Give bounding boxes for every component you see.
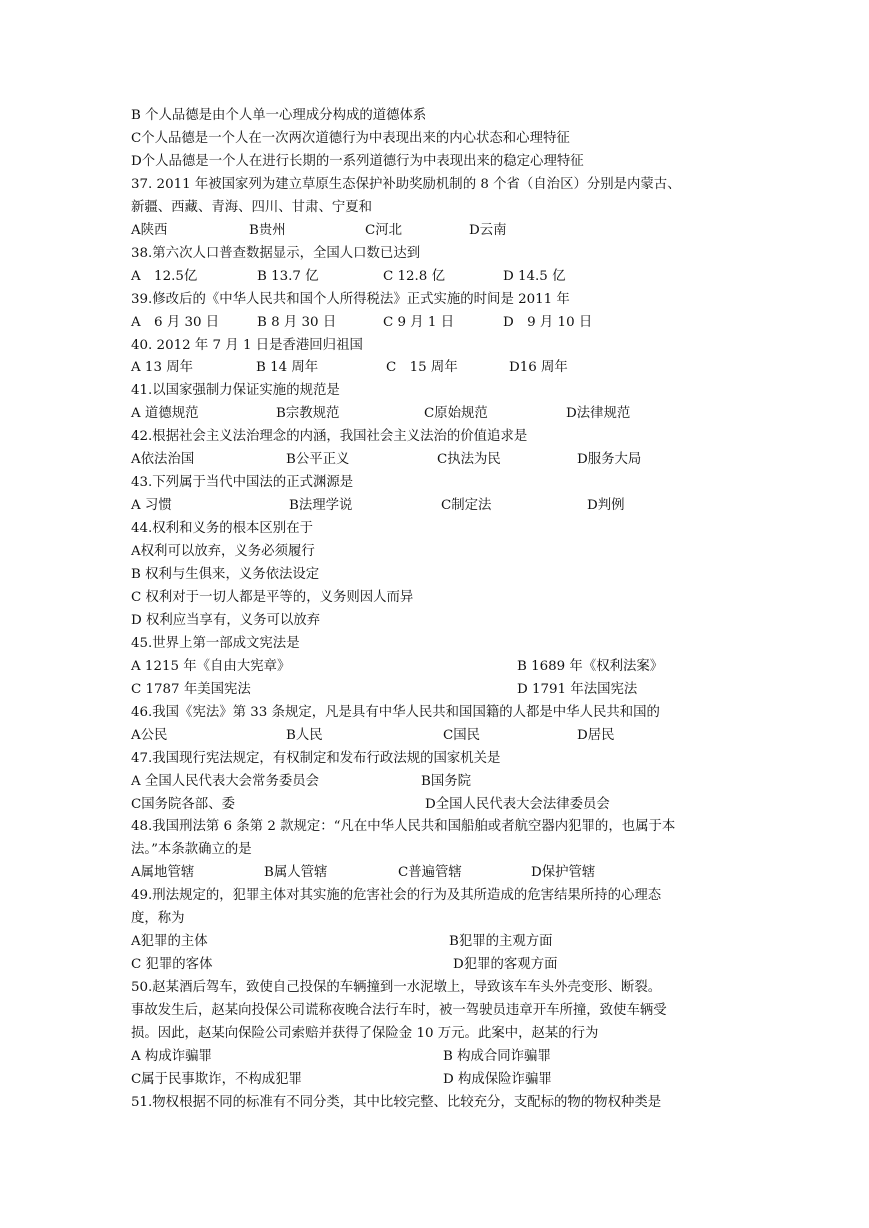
option-text: D保护管辖	[531, 865, 596, 881]
option-text: A公民	[131, 727, 168, 743]
text-line: C个人品德是一个人在一次两次道德行为中表现出来的内心状态和心理特征	[131, 130, 570, 146]
option-text: A犯罪的主体	[131, 934, 208, 950]
text-line: 51.物权根据不同的标准有不同分类，其中比较完整、比较充分，支配标的物的物权种类是	[131, 1094, 662, 1110]
text-line: 损。因此，赵某向保险公司索赔并获得了保险金 10 万元。此案中，赵某的行为	[131, 1026, 599, 1041]
option-text: A 构成诈骗罪	[131, 1048, 212, 1064]
text-line: 47.我国现行宪法规定，有权制定和发布行政法规的国家机关是	[131, 750, 501, 766]
options-row	[131, 450, 751, 469]
text-line: 39.修改后的《中华人民共和国个人所得税法》正式实施的时间是 2011 年	[131, 291, 570, 307]
option-text: C 犯罪的客体	[131, 957, 213, 973]
text-line: 48.我国刑法第 6 条第 2 款规定：“凡在中华人民共和国船舶或者航空器内犯罪的，也属于本	[131, 819, 676, 835]
option-text: C 1787 年美国宪法	[131, 681, 251, 697]
option-text: B公平正义	[286, 452, 350, 468]
text-line: D 权利应当享有，义务可以放弃	[131, 612, 321, 628]
text-line: 46.我国《宪法》第 33 条规定，凡是具有中华人民共和国国籍的人都是中华人民共和国的	[131, 704, 660, 720]
options-row	[131, 221, 751, 240]
option-text: D 1791 年法国宪法	[517, 681, 638, 697]
text-line: 49.刑法规定的，犯罪主体对其实施的危害社会的行为及其所造成的危害结果所持的心理态	[131, 888, 662, 904]
option-text: D判例	[587, 498, 625, 514]
options-row	[131, 932, 751, 951]
text-line: 37. 2011 年被国家列为建立草原生态保护补助奖励机制的 8 个省（自治区）分别是内蒙古、	[131, 176, 681, 192]
options-row	[131, 772, 751, 791]
option-text: C 9 月 1 日	[383, 314, 455, 330]
text-line: 42.根据社会主义法治理念的内涵，我国社会主义法治的价值追求是	[131, 429, 528, 445]
text-line: 新疆、西藏、青海、四川、甘肃、宁夏和	[131, 199, 373, 215]
text-line: 50.赵某酒后驾车，致使自己投保的车辆撞到一水泥墩上，导致该车车头外壳变形、断裂。	[131, 980, 662, 996]
text-line: 度，称为	[131, 911, 185, 927]
option-text: C普遍管辖	[398, 865, 462, 881]
options-row	[131, 680, 751, 699]
option-text: D服务大局	[577, 452, 642, 468]
option-text: B属人管辖	[264, 865, 328, 881]
options-row	[131, 313, 751, 332]
option-text: B 13.7 亿	[257, 268, 319, 284]
option-text: D 9 月 10 日	[503, 314, 593, 330]
text-line: B 个人品德是由个人单一心理成分构成的道德体系	[131, 108, 427, 123]
options-row	[131, 1070, 751, 1089]
option-text: A依法治国	[131, 452, 195, 468]
option-text: A 习惯	[131, 498, 172, 514]
text-line: 40. 2012 年 7 月 1 日是香港回归祖国	[131, 337, 363, 353]
options-row	[131, 657, 751, 676]
option-text: A 全国人民代表大会常务委员会	[131, 773, 320, 789]
option-text: D 构成保险诈骗罪	[443, 1071, 552, 1087]
text-line: 法。”本条款确立的是	[131, 842, 252, 858]
options-row	[131, 496, 751, 515]
option-text: D云南	[469, 222, 507, 238]
option-text: B宗教规范	[276, 406, 340, 422]
option-text: B 构成合同诈骗罪	[443, 1048, 551, 1064]
option-text: C属于民事欺诈，不构成犯罪	[131, 1071, 302, 1087]
options-row	[131, 358, 751, 377]
text-line: 41.以国家强制力保证实施的规范是	[131, 383, 340, 399]
option-text: D全国人民代表大会法律委员会	[425, 796, 610, 812]
text-line: 43.下列属于当代中国法的正式渊源是	[131, 475, 354, 491]
option-text: B犯罪的主观方面	[449, 934, 553, 950]
option-text: C 12.8 亿	[383, 268, 445, 284]
options-row	[131, 863, 751, 882]
option-text: D16 周年	[509, 360, 568, 376]
options-row	[131, 795, 751, 814]
text-line: 44.权利和义务的根本区别在于	[131, 521, 313, 537]
option-text: B贵州	[249, 222, 286, 238]
options-row	[131, 726, 751, 745]
option-text: C 15 周年	[386, 360, 458, 376]
text-line: 事故发生后，赵某向投保公司谎称夜晚合法行车时，被一驾驶员违章开车所撞，致使车辆受	[131, 1003, 667, 1019]
text-line: A权利可以放弃，义务必须履行	[131, 544, 315, 560]
option-text: D 14.5 亿	[503, 268, 566, 284]
option-text: C制定法	[441, 498, 492, 514]
option-text: C执法为民	[437, 452, 501, 468]
options-row	[131, 955, 751, 974]
option-text: C国民	[443, 727, 481, 743]
option-text: C河北	[365, 222, 403, 238]
option-text: C国务院各部、委	[131, 796, 235, 812]
option-text: B 8 月 30 日	[257, 314, 337, 330]
option-text: B国务院	[421, 773, 472, 789]
options-row	[131, 267, 751, 286]
option-text: D犯罪的客观方面	[453, 957, 558, 973]
text-line: 38.第六次人口普查数据显示，全国人口数已达到	[131, 245, 421, 261]
option-text: A陕西	[131, 222, 168, 238]
option-text: B人民	[286, 727, 323, 743]
option-text: A 13 周年	[131, 360, 194, 376]
options-row	[131, 404, 751, 423]
option-text: A 6 月 30 日	[131, 314, 220, 330]
text-line: C 权利对于一切人都是平等的，义务则因人而异	[131, 589, 414, 605]
option-text: A 道德规范	[131, 406, 199, 422]
option-text: A属地管辖	[131, 865, 195, 881]
text-line: D个人品德是一个人在进行长期的一系列道德行为中表现出来的稳定心理特征	[131, 153, 584, 169]
option-text: A 1215 年《自由大宪章》	[131, 658, 291, 674]
option-text: B 1689 年《权利法案》	[517, 658, 664, 674]
options-row	[131, 1047, 751, 1066]
option-text: B法理学说	[289, 498, 353, 514]
option-text: D法律规范	[566, 406, 631, 422]
option-text: C原始规范	[424, 406, 488, 422]
text-line: B 权利与生俱来，义务依法设定	[131, 567, 320, 582]
option-text: A 12.5亿	[131, 268, 198, 284]
text-line: 45.世界上第一部成文宪法是	[131, 635, 300, 651]
option-text: D居民	[577, 727, 615, 743]
option-text: B 14 周年	[256, 360, 319, 376]
